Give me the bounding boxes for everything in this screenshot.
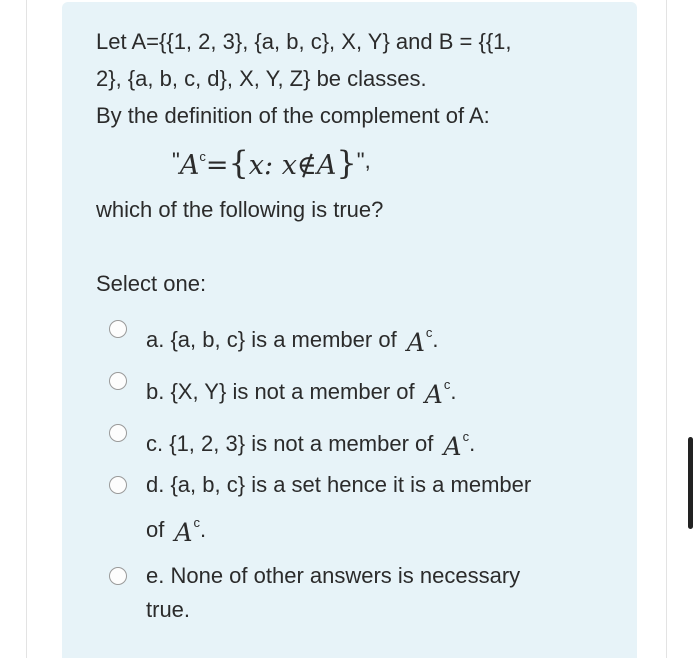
option-e-radio[interactable] — [109, 567, 127, 585]
formula-body: x: x∉A — [248, 150, 337, 181]
option-d-radio[interactable] — [109, 476, 127, 494]
option-a-label[interactable] — [146, 314, 439, 355]
formula-lhs: A — [179, 150, 200, 181]
math-a-symbol: A — [174, 518, 193, 547]
question-line-1: Let A={{1, 2, 3}, {a, b, c}, X, Y} and B = {{1, — [96, 29, 512, 54]
option-d-text-line2: of — [146, 517, 165, 542]
option-b-radio[interactable] — [109, 372, 127, 390]
option-d-label[interactable] — [146, 470, 531, 549]
question-line-4: which of the following is true? — [96, 197, 384, 222]
formula-open-quote: " — [172, 148, 180, 173]
option-e-text-line2: true. — [146, 597, 191, 622]
option-d-line2 — [146, 500, 531, 549]
vertical-scrollbar[interactable] — [688, 437, 693, 529]
option-d-text-line1: d. {a, b, c} is a set hence it is a member — [146, 472, 532, 497]
option-c-period: . — [469, 431, 476, 456]
math-a-complement — [174, 504, 200, 552]
option-d-period: . — [200, 517, 207, 542]
math-a-symbol: A — [406, 328, 425, 357]
formula-close-quote: ", — [356, 148, 371, 173]
math-a-complement — [444, 422, 470, 462]
option-e-label[interactable] — [146, 561, 520, 629]
right-frame-border — [666, 0, 667, 658]
formula-close-brace: } — [336, 144, 357, 182]
option-b-label[interactable] — [146, 366, 456, 407]
question-line-2: 2}, {a, b, c, d}, X, Y, Z} be classes. — [96, 66, 427, 91]
select-one-label: Select one: — [96, 271, 207, 296]
math-c-sup: c — [443, 377, 451, 392]
math-a-symbol: A — [443, 432, 462, 461]
option-b-text: b. {X, Y} is not a member of — [146, 379, 415, 404]
formula-open-brace: { — [228, 144, 249, 182]
option-d[interactable] — [109, 470, 531, 549]
math-c-sup: c — [425, 325, 433, 340]
formula-sup: c — [199, 149, 206, 164]
option-c-radio[interactable] — [109, 424, 127, 442]
option-b[interactable] — [109, 366, 456, 407]
option-b-period: . — [450, 379, 457, 404]
option-c-text: c. {1, 2, 3} is not a member of — [146, 431, 434, 456]
complement-definition-formula — [172, 140, 371, 183]
question-line-3: By the definition of the complement of A: — [96, 103, 490, 128]
option-a-period: . — [432, 327, 439, 352]
math-a-symbol: A — [424, 380, 443, 409]
math-a-complement — [425, 370, 451, 410]
option-c-label[interactable] — [146, 418, 475, 459]
math-a-complement — [407, 318, 433, 358]
option-e[interactable] — [109, 561, 520, 629]
left-frame-border — [26, 0, 27, 658]
math-c-sup: c — [462, 429, 470, 444]
option-a[interactable] — [109, 314, 439, 355]
formula-equals: = — [205, 150, 229, 181]
option-a-radio[interactable] — [109, 320, 127, 338]
math-c-sup: c — [193, 515, 201, 530]
option-a-text: a. {a, b, c} is a member of — [146, 327, 397, 352]
option-e-text-line1: e. None of other answers is necessary — [146, 563, 521, 588]
option-c[interactable] — [109, 418, 475, 459]
